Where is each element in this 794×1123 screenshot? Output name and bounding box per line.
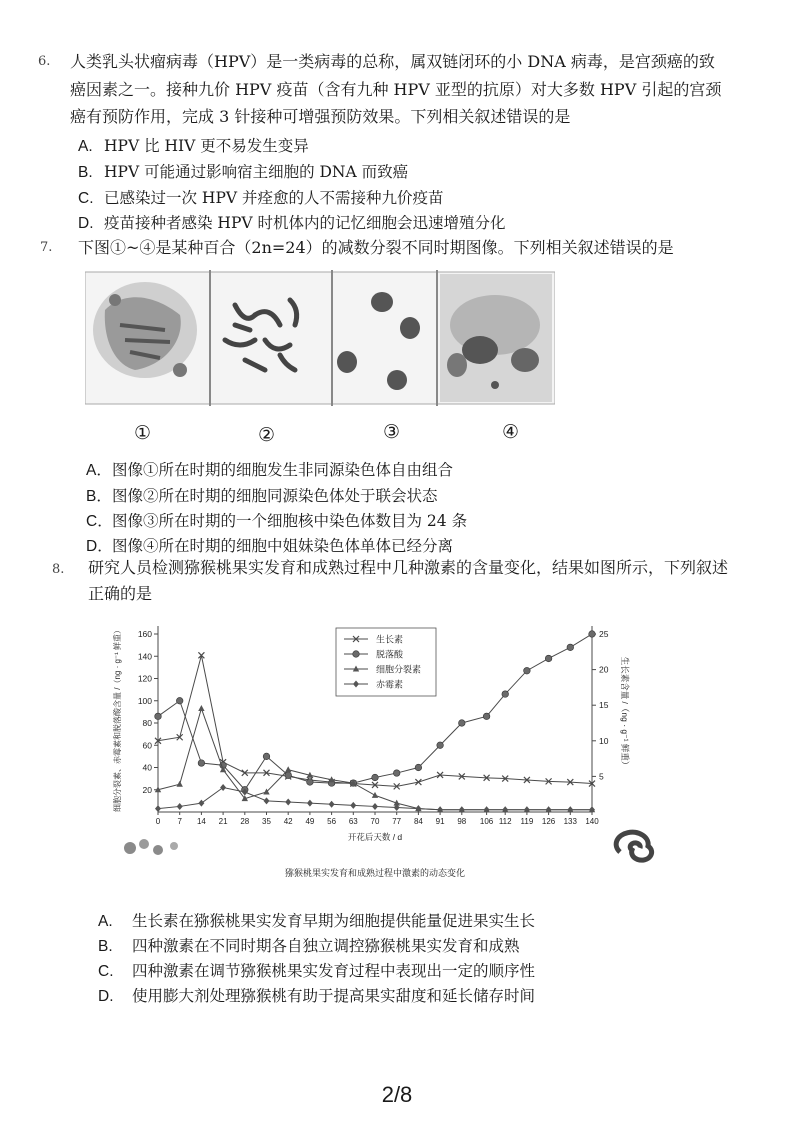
page-number: 2/8 (381, 1082, 413, 1107)
y-right-tick-label: 10 (599, 735, 609, 746)
legend-swatch-marker (353, 651, 360, 658)
x-tick-label: 133 (563, 817, 577, 826)
q7-panel-label-4: ④ (502, 421, 520, 443)
x-tick-label: 106 (479, 817, 494, 826)
x-tick-label: 140 (585, 817, 599, 826)
q7-panel-label-1: ① (134, 422, 152, 444)
series-3-point (198, 705, 204, 711)
series-4-point (285, 798, 291, 805)
series-3-point (372, 792, 378, 798)
series-2-point (415, 764, 422, 771)
q8-stem-line-1: 研究人员检测猕猴桃果实发育和成熟过程中几种激素的含量变化，结果如图所示，下列叙述 (88, 558, 729, 577)
q6-option-a: A. HPV 比 HIV 更不易发生变异 (78, 137, 309, 155)
series-4-point (372, 803, 378, 810)
y-left-tick-label: 60 (142, 740, 152, 751)
series-4-point (329, 801, 335, 808)
swirl-decoration (616, 832, 651, 860)
series-2-point (567, 644, 574, 651)
q6-stem-line-3: 癌有预防作用，完成 3 针接种可增强预防效果。下列相关叙述错误的是 (70, 107, 571, 126)
q7-option-b: B．图像②所在时期的细胞同源染色体处于联会状态 (86, 487, 438, 505)
series-2-point (307, 779, 314, 786)
series-4-point (198, 800, 204, 807)
y-right-tick-label: 20 (599, 664, 609, 675)
x-tick-label: 42 (283, 817, 293, 826)
x-tick-label: 56 (327, 817, 337, 826)
q6-option-d: D. 疫苗接种者感染 HPV 时机体内的记忆细胞会迅速增殖分化 (78, 214, 506, 232)
series-2-point (263, 753, 270, 760)
x-tick-label: 91 (435, 817, 445, 826)
micrograph-panel-4 (440, 274, 552, 402)
series-2-point (198, 760, 205, 767)
y-left-tick-label: 160 (137, 629, 152, 639)
series-2-point (372, 774, 379, 781)
legend-label-2: 脱落酸 (376, 649, 404, 660)
series-4-point (155, 805, 161, 812)
q8-option-b: B. 四种激素在不同时期各自独立调控猕猴桃果实发育和成熟 (98, 937, 520, 955)
hormone-line-chart (100, 612, 660, 892)
series-2-point (545, 655, 552, 662)
chart-caption: 猕猴桃果实发育和成熟过程中激素的动态变化 (284, 868, 466, 878)
x-tick-label: 119 (520, 817, 534, 826)
y-right-tick-label: 25 (599, 629, 609, 639)
legend-label-3: 细胞分裂素 (376, 664, 422, 675)
series-4-point (177, 803, 183, 810)
series-2-point (155, 713, 162, 720)
y-left-tick-label: 80 (142, 718, 152, 728)
legend-label-4: 赤霉素 (376, 679, 404, 690)
series-2-point (589, 631, 596, 638)
series-4-point (220, 784, 226, 791)
y-left-tick-label: 100 (137, 695, 152, 706)
q6-stem-line-1: 人类乳头状瘤病毒（HPV）是一类病毒的总称，属双链闭环的小 DNA 病毒，是宫颈癌的致 (70, 52, 715, 71)
x-tick-label: 21 (218, 817, 228, 826)
q7-option-a: A．图像①所在时期的细胞发生非同源染色体自由组合 (86, 461, 454, 479)
y-left-tick-label: 120 (137, 673, 152, 684)
q6-option-b: B. HPV 可能通过影响宿主细胞的 DNA 而致癌 (78, 163, 409, 181)
legend-label-1: 生长素 (376, 634, 404, 645)
series-2-point (437, 742, 444, 749)
x-tick-label: 126 (541, 817, 556, 826)
q7-micrograph-strip (85, 270, 555, 406)
x-tick-label: 63 (348, 817, 358, 826)
q7-option-d: D．图像④所在时期的细胞中姐妹染色体单体已经分离 (86, 537, 454, 555)
series-4-point (264, 797, 270, 804)
q8-option-a: A. 生长素在猕猴桃果实发育早期为细胞提供能量促进果实生长 (98, 912, 536, 930)
micrograph-panel-1 (93, 282, 197, 378)
series-2-point (285, 772, 292, 779)
y-right-tick-label: 5 (599, 771, 604, 782)
x-tick-label: 77 (392, 817, 402, 826)
flower-decoration (170, 842, 178, 850)
q8-stem-line-2: 正确的是 (88, 584, 153, 603)
x-tick-label: 14 (196, 817, 206, 826)
x-tick-label: 49 (305, 817, 315, 826)
y-axis-title-right: 生长素含量 /（ng · g⁻¹ 鲜重） (620, 656, 630, 770)
series-2-point (483, 713, 490, 720)
series-2-point (502, 691, 509, 698)
q6-number: 6. (38, 54, 51, 69)
series-2-point (524, 667, 531, 674)
x-tick-label: 70 (370, 817, 380, 826)
series-2-point (393, 770, 400, 777)
y-right-tick-label: 15 (599, 700, 609, 711)
y-left-tick-label: 40 (142, 762, 152, 773)
x-tick-label: 28 (240, 817, 250, 826)
x-tick-label: 0 (155, 817, 161, 826)
x-tick-label: 7 (177, 817, 182, 826)
series-2-point (459, 720, 466, 727)
x-axis-title: 开花后天数 / d (347, 832, 403, 842)
q8-option-c: C. 四种激素在调节猕猴桃果实发育过程中表现出一定的顺序性 (98, 962, 536, 980)
q8-option-d: D. 使用膨大剂处理猕猴桃有助于提高果实甜度和延长储存时间 (98, 987, 536, 1005)
q6-option-c: C. 已感染过一次 HPV 并痊愈的人不需接种九价疫苗 (78, 189, 444, 207)
q7-panel-label-3: ③ (383, 421, 401, 443)
series-2-point (176, 697, 183, 704)
y-left-tick-label: 140 (137, 651, 152, 662)
series-4-point (307, 800, 313, 807)
series-3-point (177, 781, 183, 787)
x-tick-label: 35 (262, 817, 271, 826)
q8-number: 8. (52, 562, 65, 577)
y-left-tick-label: 20 (142, 784, 152, 795)
y-axis-title-left: 细胞分裂素、赤霉素和脱落酸含量 /（ng · g⁻¹ 鲜重） (113, 625, 122, 813)
flower-decoration (153, 845, 163, 855)
q7-option-c: C．图像③所在时期的一个细胞核中染色体数目为 24 条 (86, 512, 468, 530)
x-tick-label: 98 (457, 817, 467, 826)
series-4-point (350, 802, 356, 809)
flower-decoration (124, 842, 136, 854)
x-tick-label: 112 (498, 817, 512, 826)
x-tick-label: 84 (413, 817, 423, 826)
q6-stem-line-2: 癌因素之一。接种九价 HPV 疫苗（含有九种 HPV 亚型的抗原）对大多数 HPV 引起的宫颈 (70, 80, 722, 99)
q7-number: 7. (40, 240, 53, 255)
flower-decoration (139, 839, 149, 849)
q7-panel-label-2: ② (258, 424, 276, 446)
series-3-point (285, 766, 291, 772)
q7-stem: 下图①~④是某种百合（2n=24）的减数分裂不同时期图像。下列相关叙述错误的是 (78, 238, 674, 257)
